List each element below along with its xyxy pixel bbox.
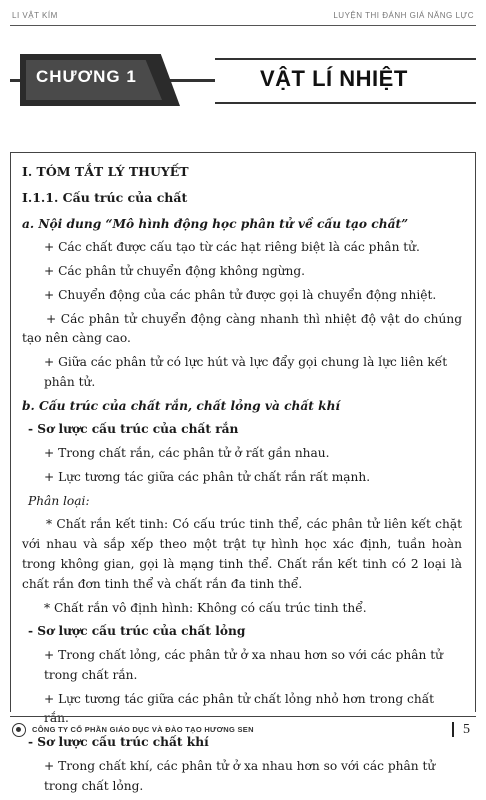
- chapter-title: VẬT LÍ NHIỆT: [260, 66, 408, 91]
- page-number: 5: [463, 722, 470, 737]
- part-a-item: + Chuyển động của các phân tử được gọi là chuyển động nhiệt.: [44, 287, 437, 302]
- classification-heading: Phân loại:: [28, 493, 90, 508]
- solid-item: + Trong chất rắn, các phân tử ở rất gần nhau.: [44, 446, 330, 461]
- part-a-item: + Các phân tử chuyển động càng nhanh thì nhiệt độ vật do chúng tạo nên càng cao.: [22, 311, 462, 346]
- part-b-heading: b. Cấu trúc của chất rắn, chất lỏng và chất khí: [22, 398, 341, 413]
- chapter-label: CHƯƠNG 1: [36, 67, 137, 86]
- section-heading: I. TÓM TẮT LÝ THUYẾT: [22, 164, 189, 179]
- chapter-banner: [10, 42, 476, 120]
- part-a-item: + Các chất được cấu tạo từ các hạt riêng biệt là các phân tử.: [44, 240, 420, 255]
- solid-item: + Lực tương tác giữa các phân tử chất rắn rất mạnh.: [44, 469, 371, 484]
- liquid-item: + Lực tương tác giữa các phân tử chất lỏng nhỏ hơn trong chất rắn.: [44, 691, 435, 726]
- header-right-text: LUYỆN THI ĐÁNH GIÁ NĂNG LỰC: [333, 11, 474, 20]
- publisher-name: CÔNG TY CỔ PHẦN GIÁO DỤC VÀ ĐÀO TẠO HƯƠNG SEN: [32, 725, 254, 734]
- gas-item: + Trong chất khí, các phân tử ở xa nhau hơn so với các phân tử trong chất lỏng.: [44, 758, 436, 793]
- subsection-heading: I.1.1. Cấu trúc của chất: [22, 190, 188, 206]
- liquid-heading: - Sơ lược cấu trúc của chất lỏng: [28, 624, 246, 639]
- crystalline-paragraph: * Chất rắn kết tinh: Có cấu trúc tinh thể, các phân tử liên kết chặt với nhau và sắp xếp theo một trật tự hình học xác định, tuần hoàn trong không gian, gọi là mạng tinh thể. Chất rắn kết tinh có 2 loại là chất rắn đơn tinh thể và chất rắn đa tinh thể.: [22, 517, 462, 591]
- footer-divider: [452, 722, 454, 737]
- page-footer: [10, 716, 476, 742]
- running-header: [10, 8, 476, 26]
- part-a-item: + Giữa các phân tử có lực hút và lực đẩy gọi chung là lực liên kết phân tử.: [44, 355, 448, 389]
- amorphous-paragraph: * Chất rắn vô định hình: Không có cấu trúc tinh thể.: [44, 600, 367, 615]
- part-a-item: + Các phân tử chuyển động không ngừng.: [44, 264, 306, 279]
- lotus-logo-icon: [12, 723, 26, 737]
- liquid-item: + Trong chất lỏng, các phân tử ở xa nhau hơn so với các phân tử trong chất rắn.: [44, 648, 443, 682]
- content-body: [22, 162, 462, 800]
- gas-heading: - Sơ lược cấu trúc chất khí: [28, 735, 209, 750]
- part-a-heading: a. Nội dung “Mô hình động học phân tử về cấu tạo chất”: [22, 216, 409, 231]
- header-left-text: LI VẬT KÍM: [12, 11, 58, 20]
- solid-heading: - Sơ lược cấu trúc của chất rắn: [28, 422, 239, 437]
